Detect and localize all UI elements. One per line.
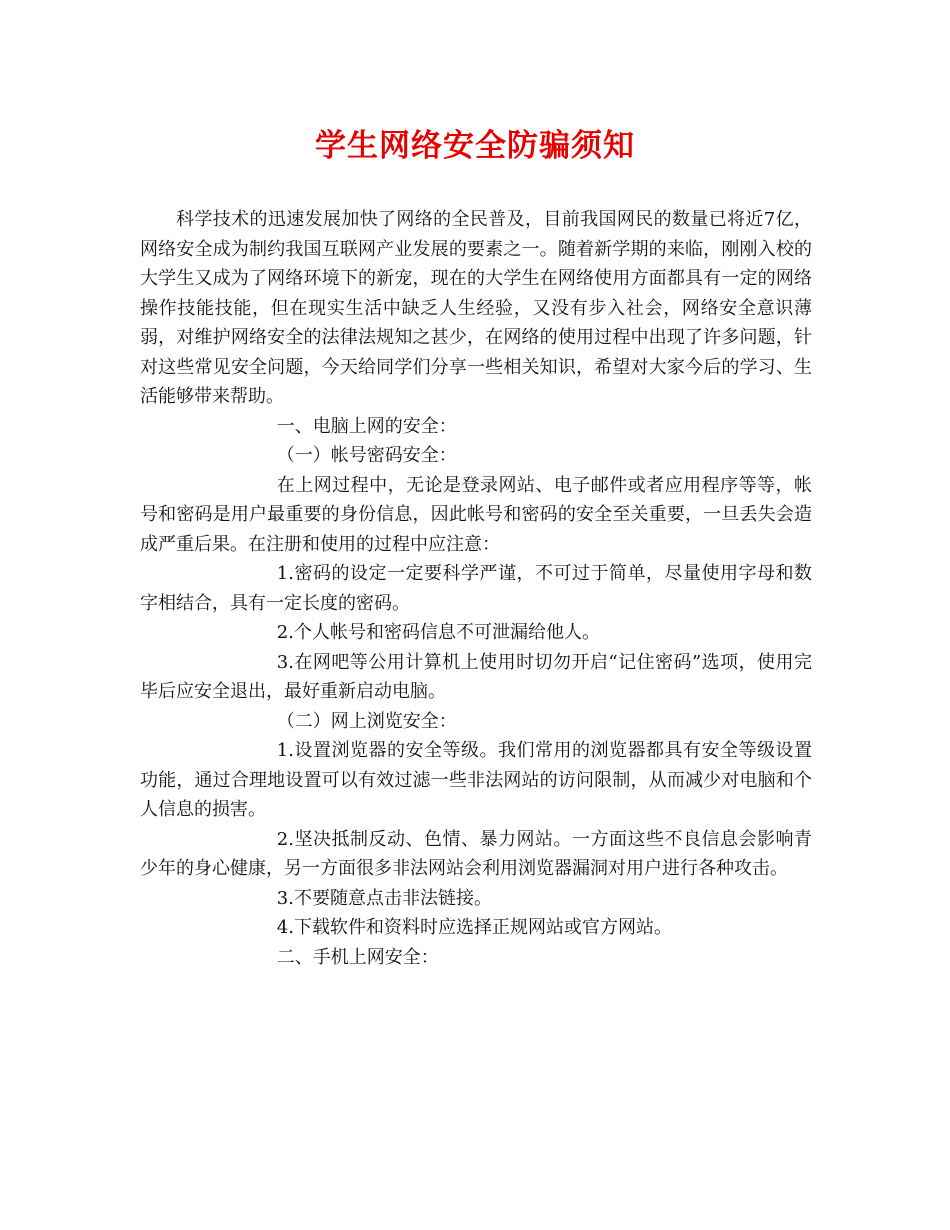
account-item-1: 1.密码的设定一定要科学严谨，不可过于简单，尽量使用字母和数字相结合，具有一定长度的密码。: [140, 563, 812, 614]
section-heading-mobile: 二、手机上网安全：: [276, 946, 439, 968]
browsing-item-4: 4.下载软件和资料时应选择正规网站或官方网站。: [276, 917, 672, 938]
intro-paragraph: 科学技术的迅速发展加快了网络的全民普及，目前我国网民的数量已将近7亿，网络安全成为制约我国互联网产业发展的要素之一。随着新学期的来临，刚刚入校的大学生又成为了网络环境下的新宠，现在的大学生在网络使用方面都具有一定的网络操作技能技能，但在现实生活中缺乏人生经验，又没有步入社会，网络安全意识薄弱，对维护网络安全的法律法规知之甚少，在网络的使用过程中出现了许多问题，针对这些常见安全问题，今天给同学们分享一些相关知识，希望对大家今后的学习、生活能够带来帮助。: [140, 209, 812, 407]
account-item-2: 2.个人帐号和密码信息不可泄漏给他人。: [276, 622, 600, 643]
browsing-item-1: 1.设置浏览器的安全等级。我们常用的浏览器都具有安全等级设置功能，通过合理地设置可以有效过滤一些非法网站的访问限制，从而减少对电脑和个人信息的损害。: [140, 740, 812, 820]
browsing-item-2: 2.坚决抵制反动、色情、暴力网站。一方面这些不良信息会影响青少年的身心健康，另一方面很多非法网站会利用浏览器漏洞对用户进行各种攻击。: [140, 828, 812, 879]
account-item-3: 3.在网吧等公用计算机上使用时切勿开启“记住密码”选项，使用完毕后应安全退出，最好重新启动电脑。: [140, 651, 812, 702]
browsing-item-3: 3.不要随意点击非法链接。: [276, 887, 492, 909]
document-body: [140, 205, 812, 972]
document-title: 学生网络安全防骗须知: [315, 128, 635, 164]
account-paragraph: 在上网过程中，无论是登录网站、电子邮件或者应用程序等等，帐号和密码是用户最重要的身份信息，因此帐号和密码的安全至关重要，一旦丢失会造成严重后果。在注册和使用的过程中应注意：: [140, 474, 812, 555]
section-heading-computer: 一、电脑上网的安全：: [276, 415, 457, 437]
subsection-heading-browsing: （二）网上浏览安全：: [276, 710, 457, 732]
subsection-heading-account: （一）帐号密码安全：: [276, 445, 457, 466]
